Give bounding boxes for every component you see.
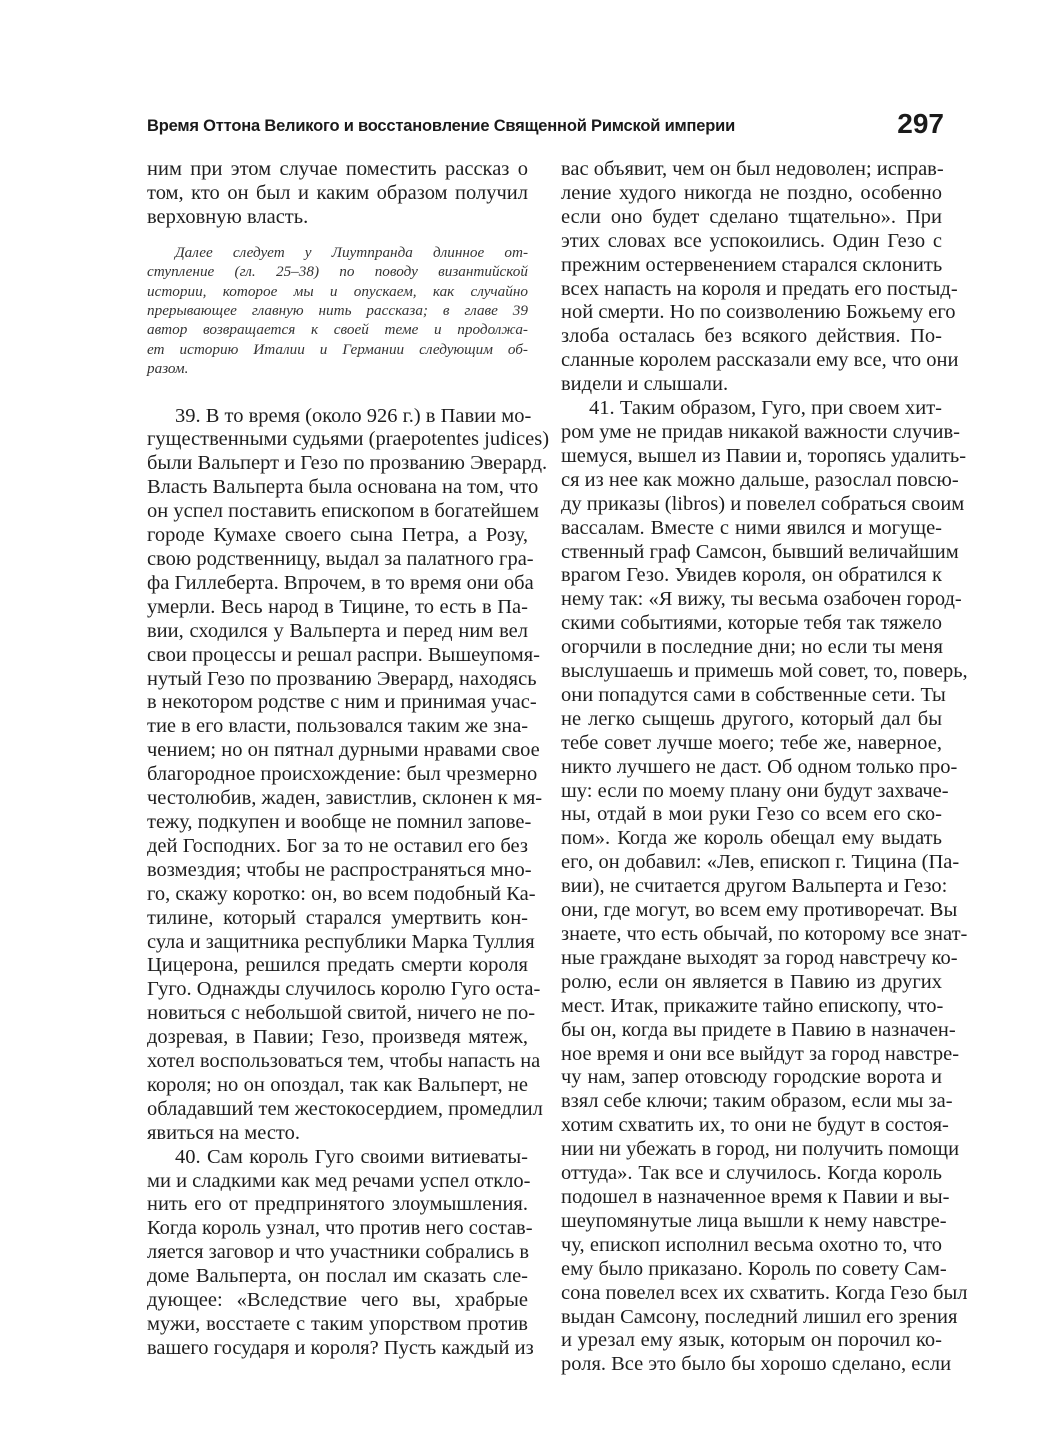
text-line: огорчили в последние дни; но если ты меня bbox=[561, 636, 943, 659]
text-line: вашего государя и короля? Пусть каждый из bbox=[147, 1336, 534, 1359]
text-line: они попадутся сами в собственные сети. Ты bbox=[561, 683, 946, 706]
text-line: короля; но он опоздал, так как Вальперт, не bbox=[147, 1073, 528, 1096]
left-column bbox=[147, 158, 550, 1361]
text-line: нии ни убежать в город, ни получить помощи bbox=[561, 1138, 960, 1161]
text-line: оттуда». Так все и случилось. Когда король bbox=[561, 1162, 942, 1185]
text-line: 39. В то время (около 926 г.) в Павии мо- bbox=[175, 404, 532, 427]
text-line: всех напасть на короля и предать его постыд- bbox=[561, 277, 958, 300]
text-line: 41. Таким образом, Гуго, при своем хит- bbox=[589, 397, 942, 420]
text-line: бы он, когда вы придете в Павию в назначен- bbox=[561, 1018, 956, 1041]
text-line: нему так: «Я вижу, ты весьма озабочен город- bbox=[561, 588, 962, 611]
text-line: и урезал ему язык, которым он порочил ко- bbox=[561, 1329, 942, 1352]
text-line: сула и защитника республики Марка Туллия bbox=[147, 930, 535, 953]
text-line: мужи, восстаете с таким упорством против bbox=[147, 1313, 528, 1335]
editor-note bbox=[147, 243, 528, 379]
text-line: ные граждане выходят за город навстречу ко- bbox=[561, 946, 958, 969]
text-line: шу: если по моему плану они будут захваче- bbox=[561, 779, 949, 802]
text-line: ся из нее как можно дальше, разослал повсю- bbox=[561, 468, 959, 491]
paragraph-40-continued bbox=[561, 158, 959, 397]
text-line: свои процессы и решал распри. Вышеупомя- bbox=[147, 643, 541, 666]
text-line: ственный граф Самсон, бывший величайшим bbox=[561, 540, 959, 563]
text-line: дозревая, в Павии; Гезо, произведя мятеж, bbox=[147, 1026, 528, 1049]
text-line: городе Кумахе своего сына Петра, а Розу, bbox=[147, 524, 528, 547]
text-line: го, скажу коротко: он, во всем подобный Ка- bbox=[147, 882, 536, 905]
text-line: мест. Итак, прикажите тайно епископу, что- bbox=[561, 994, 944, 1017]
text-line: не легко сыщешь другого, который дал бы bbox=[561, 707, 942, 730]
text-line: ное время и они все выйдут за город навстре- bbox=[561, 1042, 960, 1065]
text-line: фа Гиллеберта. Впрочем, в то время они оба bbox=[147, 571, 534, 594]
text-line: прерывающее главную нить рассказа; в главе 39 bbox=[147, 301, 528, 319]
text-line: ду приказы (libros) и повелел собраться своим bbox=[561, 492, 965, 515]
text-line: дующее: «Вследствие чего вы, храбрые bbox=[147, 1289, 528, 1312]
page-number: 297 bbox=[897, 108, 944, 139]
text-line: взял себе ключи; таким образом, если мы за- bbox=[561, 1090, 953, 1113]
text-line: обладавший тем жестокосердием, промедлил bbox=[147, 1097, 543, 1120]
text-line: Когда король узнал, что против него состав- bbox=[147, 1217, 533, 1240]
text-line: явиться на место. bbox=[147, 1121, 300, 1144]
text-line: Гуго. Однажды случилось королю Гуго оста- bbox=[147, 978, 541, 1001]
text-line: доме Вальперта, он послал им сказать сле- bbox=[147, 1265, 528, 1288]
text-line: ми и сладкими как мед речами успел откло- bbox=[147, 1169, 531, 1192]
text-line: ной смерти. Но по соизволению Божьему его bbox=[561, 301, 956, 324]
text-line: подошел в назначенное время к Павии и вы- bbox=[561, 1185, 950, 1208]
text-line: возмездия; чтобы не распространяться мно- bbox=[147, 858, 532, 881]
text-line: вас объявит, чем он был недоволен; исправ- bbox=[561, 158, 944, 180]
text-line: видели и слышали. bbox=[561, 373, 729, 396]
text-line: свою родственницу, выдал за палатного гра- bbox=[147, 548, 534, 570]
text-line: чу, епископ исполнил весьма охотно то, что bbox=[561, 1233, 942, 1256]
text-line: сланные королем рассказали ему все, что они bbox=[561, 349, 959, 372]
text-line: хотел воспользоваться тем, чтобы напасть на bbox=[147, 1050, 541, 1073]
text-line: злоба осталась без всякого действия. По- bbox=[561, 325, 942, 348]
text-line: ление худого никогда не поздно, особенно bbox=[561, 181, 942, 204]
text-line: автор возвращается к своей теме и продолжа- bbox=[147, 321, 528, 339]
text-line: Власть Вальперта была основана на том, что bbox=[147, 476, 539, 499]
text-line: нутый Гезо по прозванию Эверард, находясь bbox=[147, 667, 537, 690]
text-line: ны, отдай в мои руки Гезо со всем его ско- bbox=[561, 803, 942, 826]
text-line: роля. Все это было бы хорошо сделано, если bbox=[561, 1353, 952, 1376]
paragraph-41 bbox=[561, 397, 968, 1377]
text-line: разом. bbox=[147, 360, 189, 378]
text-line: шеупомянутые лица вышли к нему навстре- bbox=[561, 1209, 947, 1232]
text-line: нить его от предпринятого злоумышления. bbox=[147, 1193, 528, 1216]
text-line: ляется заговор и что участники собрались в bbox=[147, 1241, 530, 1264]
text-line: ет историю Италии и Германии следующим об- bbox=[147, 340, 528, 358]
text-line: в некотором родстве с ним и принимая учас- bbox=[147, 691, 537, 714]
text-line: выдан Самсону, последний лишил его зрения bbox=[561, 1305, 958, 1328]
text-line: тилине, который старался умертвить кон- bbox=[147, 906, 528, 929]
text-line: ром уме не придав никакой важности случив- bbox=[561, 420, 960, 443]
text-line: ролю, если он является в Павию из других bbox=[561, 970, 942, 993]
text-line: они, где могут, во всем ему противоречат. Вы bbox=[561, 899, 958, 922]
text-line: его, он добавил: «Лев, епископ г. Тицина (Па- bbox=[561, 851, 960, 874]
text-line: верховную власть. bbox=[147, 205, 309, 228]
text-line: тежу, подкупен и вообще не помнил запове- bbox=[147, 810, 532, 833]
text-line: тебе совет лучше моего; тебе же, наверное, bbox=[561, 731, 942, 754]
text-line: прежним остервенением старался склонить bbox=[561, 253, 943, 276]
text-line: шемуся, вышел из Павии и, торопясь удалить- bbox=[561, 444, 967, 467]
text-line: пом». Когда же король обещал ему выдать bbox=[561, 827, 942, 850]
text-line: ступление (гл. 25–38) по поводу византийской bbox=[147, 263, 528, 281]
text-line: чу нам, запер отовсюду городские ворота и bbox=[561, 1066, 942, 1089]
text-line: сона повелел всех их схватить. Когда Гезо был bbox=[561, 1281, 968, 1304]
text-line: том, кто он был и каким образом получил bbox=[147, 181, 528, 204]
text-line: тие в его власти, пользовался таким же зна- bbox=[147, 715, 529, 738]
text-line: этих словах все успокоились. Один Гезо с bbox=[561, 229, 942, 252]
text-line: врагом Гезо. Увидев короля, он обратился к bbox=[561, 564, 942, 587]
header-title: Время Оттона Великого и восстановление Священной Римской империи bbox=[147, 117, 736, 135]
intro-paragraph bbox=[147, 158, 528, 230]
text-line: истории, которое мы и опускаем, как случайно bbox=[147, 282, 528, 300]
text-line: Далее следует у Лиутпранда длинное от- bbox=[175, 243, 528, 261]
text-line: ему было приказано. Король по совету Сам- bbox=[561, 1257, 947, 1280]
text-line: знаете, что есть обычай, по которому все знат- bbox=[561, 923, 968, 945]
text-line: вассалам. Вместе с ними явился и могуще- bbox=[561, 516, 942, 539]
paragraph-39 bbox=[147, 404, 550, 1146]
text-line: он успел поставить епископом в богатейшем bbox=[147, 500, 539, 523]
text-line: были Вальперт и Гезо по прозванию Эверард. bbox=[147, 452, 548, 475]
paragraph-40 bbox=[147, 1145, 534, 1361]
text-line: никто лучшего не даст. Об одном только про- bbox=[561, 755, 958, 778]
text-line: умерли. Весь народ в Тицине, то есть в Па- bbox=[147, 595, 528, 618]
text-line: выслушаешь и примешь мой совет, то, поверь, bbox=[561, 660, 968, 683]
text-line: гущественными судьями (praepotentes judices) bbox=[147, 428, 550, 451]
text-line: новиться с небольшой свитой, ничего не по- bbox=[147, 1002, 536, 1025]
text-line: ним при этом случае поместить рассказ о bbox=[147, 158, 528, 180]
text-line: честолюбив, жаден, завистлив, склонен к мя- bbox=[147, 787, 543, 810]
text-line: дей Господних. Бог за то не оставил его без bbox=[147, 834, 528, 857]
text-line: скими событиями, которые тебя так тяжело bbox=[561, 612, 942, 635]
text-line: вии), не считается другом Вальперта и Гезо: bbox=[561, 875, 948, 898]
text-line: если оно будет сделано тщательно». При bbox=[561, 205, 942, 228]
text-line: 40. Сам король Гуго своими витиеваты- bbox=[175, 1145, 528, 1168]
text-line: благородное происхождение: был чрезмерно bbox=[147, 763, 538, 786]
text-line: хотим схватить их, то они не будут в состоя- bbox=[561, 1114, 949, 1137]
text-line: чением; но он пятнал дурными нравами свое bbox=[147, 739, 540, 762]
text-line: вии, сходился у Вальперта и перед ним вел bbox=[147, 619, 528, 642]
text-line: Цицерона, решился предать смерти короля bbox=[147, 954, 528, 977]
right-column bbox=[561, 158, 968, 1377]
